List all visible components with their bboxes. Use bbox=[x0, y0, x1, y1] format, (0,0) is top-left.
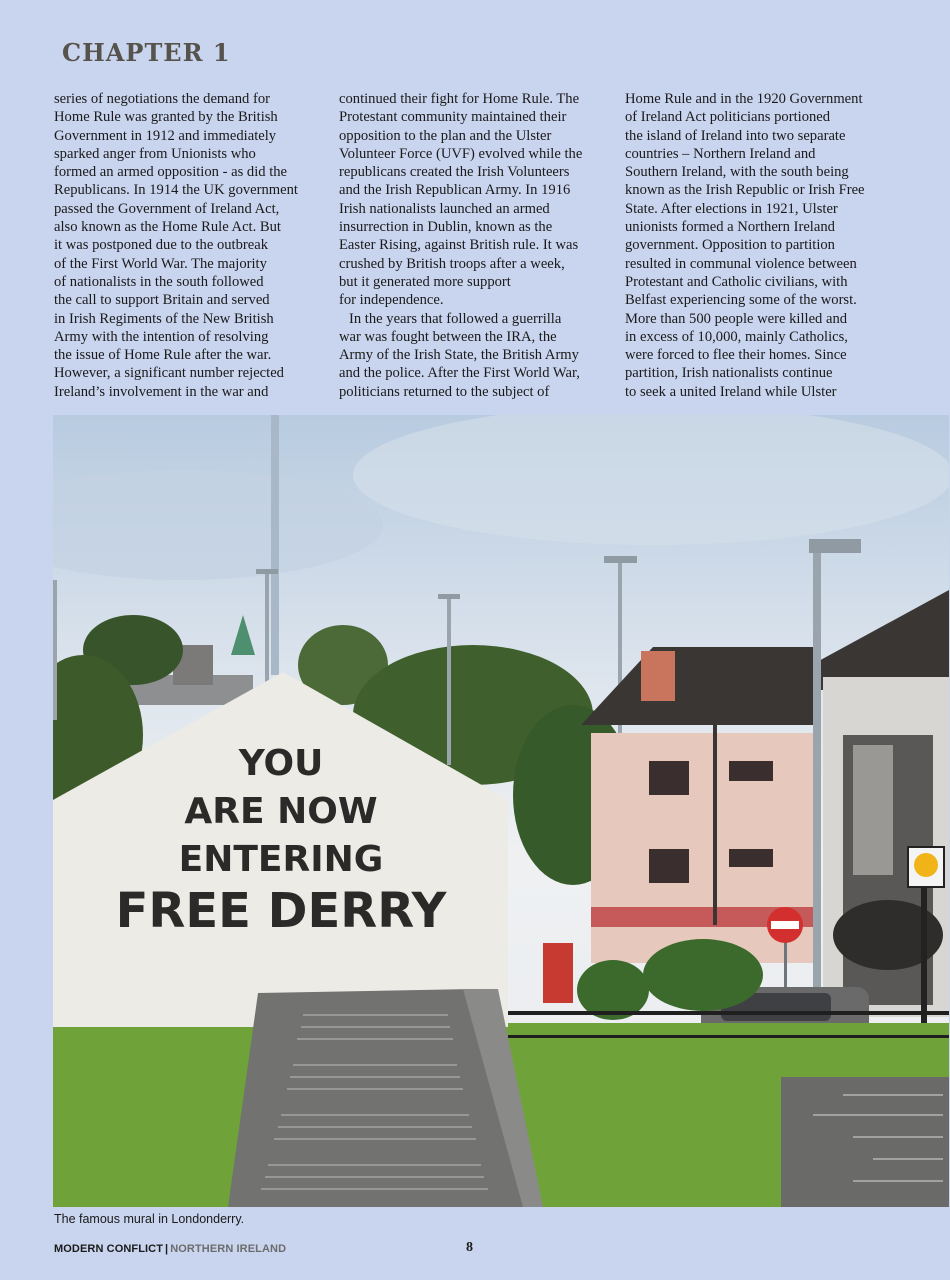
text-line: in excess of 10,000, mainly Catholics, bbox=[625, 328, 848, 345]
text-line: Army of the Irish State, the British Army bbox=[339, 347, 579, 364]
spire-mast bbox=[271, 415, 279, 675]
lamp-post bbox=[265, 570, 269, 690]
text-line: In the years that followed a guerrilla bbox=[349, 310, 562, 327]
photo-illustration bbox=[53, 415, 949, 1207]
text-line: unionists formed a Northern Ireland bbox=[625, 219, 835, 236]
text-column-3 bbox=[625, 90, 887, 401]
railing-fence bbox=[508, 1011, 949, 1015]
text-line: However, a significant number rejected bbox=[54, 365, 284, 382]
text-line: republicans created the Irish Volunteers bbox=[339, 164, 570, 181]
text-line: also known as the Home Rule Act. But bbox=[54, 219, 281, 236]
text-line: Home Rule and in the 1920 Government bbox=[625, 91, 863, 107]
text-line: insurrection in Dublin, known as the bbox=[339, 219, 553, 236]
church-spire bbox=[231, 615, 255, 655]
text-line: series of negotiations the demand for bbox=[54, 91, 271, 107]
text-line: it was postponed due to the outbreak bbox=[54, 237, 268, 254]
text-line: continued their fight for Home Rule. The bbox=[339, 91, 580, 107]
text-line: Government in 1912 and immediately bbox=[54, 127, 277, 144]
text-line: and the Irish Republican Army. In 1916 bbox=[339, 182, 571, 199]
hedge bbox=[643, 939, 763, 1011]
text-line: resulted in communal violence between bbox=[625, 255, 857, 272]
text-line: of the First World War. The majority bbox=[54, 255, 267, 272]
text-line: were forced to flee their homes. Since bbox=[625, 347, 847, 364]
text-line: Republicans. In 1914 the UK government bbox=[54, 182, 298, 199]
text-line: Ireland’s involvement in the war and bbox=[54, 383, 269, 400]
text-line: sparked anger from Unionists who bbox=[54, 145, 256, 162]
text-line: politicians returned to the subject of bbox=[339, 383, 550, 400]
text-column-2 bbox=[339, 90, 601, 401]
footer-magazine bbox=[54, 1243, 286, 1255]
text-line: but it generated more support bbox=[339, 273, 511, 290]
wall-line-4: FREE DERRY bbox=[115, 883, 447, 939]
text-line: of Ireland Act politicians portioned bbox=[625, 109, 831, 126]
free-derry-photo bbox=[53, 415, 949, 1207]
text-column-1 bbox=[54, 90, 316, 401]
text-line: in Irish Regiments of the New British bbox=[54, 310, 274, 327]
text-line: and the police. After the First World War, bbox=[339, 365, 580, 382]
text-line: Volunteer Force (UVF) evolved while the bbox=[339, 145, 583, 162]
text-line: Irish nationalists launched an armed bbox=[339, 200, 550, 217]
text-line: to seek a united Ireland while Ulster bbox=[625, 383, 837, 400]
text-line: the island of Ireland into two separate bbox=[625, 127, 846, 144]
text-line: crushed by British troops after a week, bbox=[339, 255, 565, 272]
text-line: partition, Irish nationalists continue bbox=[625, 365, 833, 382]
window bbox=[729, 761, 773, 781]
text-line: countries – Northern Ireland and bbox=[625, 145, 816, 162]
text-line: Protestant and Catholic civilians, with bbox=[625, 273, 848, 290]
footer-separator: | bbox=[165, 1243, 169, 1255]
window bbox=[729, 849, 773, 867]
text-line: Belfast experiencing some of the worst. bbox=[625, 292, 857, 309]
house-roof bbox=[581, 647, 813, 725]
text-line: Home Rule was granted by the British bbox=[54, 109, 278, 126]
belisha-beacon bbox=[914, 853, 938, 877]
lamp-post bbox=[618, 560, 622, 760]
text-line: war was fought between the IRA, the bbox=[339, 328, 557, 345]
text-line: Army with the intention of resolving bbox=[54, 328, 269, 345]
text-line: More than 500 people were killed and bbox=[625, 310, 848, 327]
photo-caption: The famous mural in Londonderry. bbox=[54, 1212, 245, 1226]
text-line: government. Opposition to partition bbox=[625, 237, 835, 254]
text-line: State. After elections in 1921, Ulster bbox=[625, 200, 838, 217]
lamp-post bbox=[53, 580, 57, 720]
window bbox=[649, 849, 689, 883]
text-line: the issue of Home Rule after the war. bbox=[54, 347, 272, 364]
wall-line-3: ENTERING bbox=[178, 839, 384, 880]
text-line: of nationalists in the south followed bbox=[54, 273, 264, 290]
magazine-title: MODERN CONFLICT bbox=[54, 1243, 164, 1255]
text-line: passed the Government of Ireland Act, bbox=[54, 200, 280, 217]
wall-line-1: YOU bbox=[238, 743, 324, 784]
text-line: the call to support Britain and served bbox=[54, 292, 270, 309]
section-title: NORTHERN IRELAND bbox=[170, 1243, 287, 1255]
wall-line-2: ARE NOW bbox=[184, 791, 378, 832]
street-lamp bbox=[813, 550, 821, 1060]
post-box bbox=[543, 943, 573, 1003]
chapter-heading: CHAPTER 1 bbox=[62, 38, 231, 67]
text-line: formed an armed opposition - as did the bbox=[54, 164, 288, 181]
text-line: for independence. bbox=[339, 292, 444, 309]
text-line: Southern Ireland, with the south being bbox=[625, 164, 849, 181]
text-line: opposition to the plan and the Ulster bbox=[339, 127, 552, 144]
text-line: Easter Rising, against British rule. It was bbox=[339, 237, 579, 254]
lamp-post bbox=[447, 595, 451, 765]
memorial-stone-right bbox=[781, 1077, 949, 1207]
chimney bbox=[641, 651, 675, 701]
window bbox=[649, 761, 689, 795]
page-number: 8 bbox=[466, 1240, 473, 1255]
text-line: Protestant community maintained their bbox=[339, 109, 567, 126]
text-line: known as the Irish Republic or Irish Free bbox=[625, 182, 865, 199]
street-lamp-head bbox=[809, 539, 861, 553]
